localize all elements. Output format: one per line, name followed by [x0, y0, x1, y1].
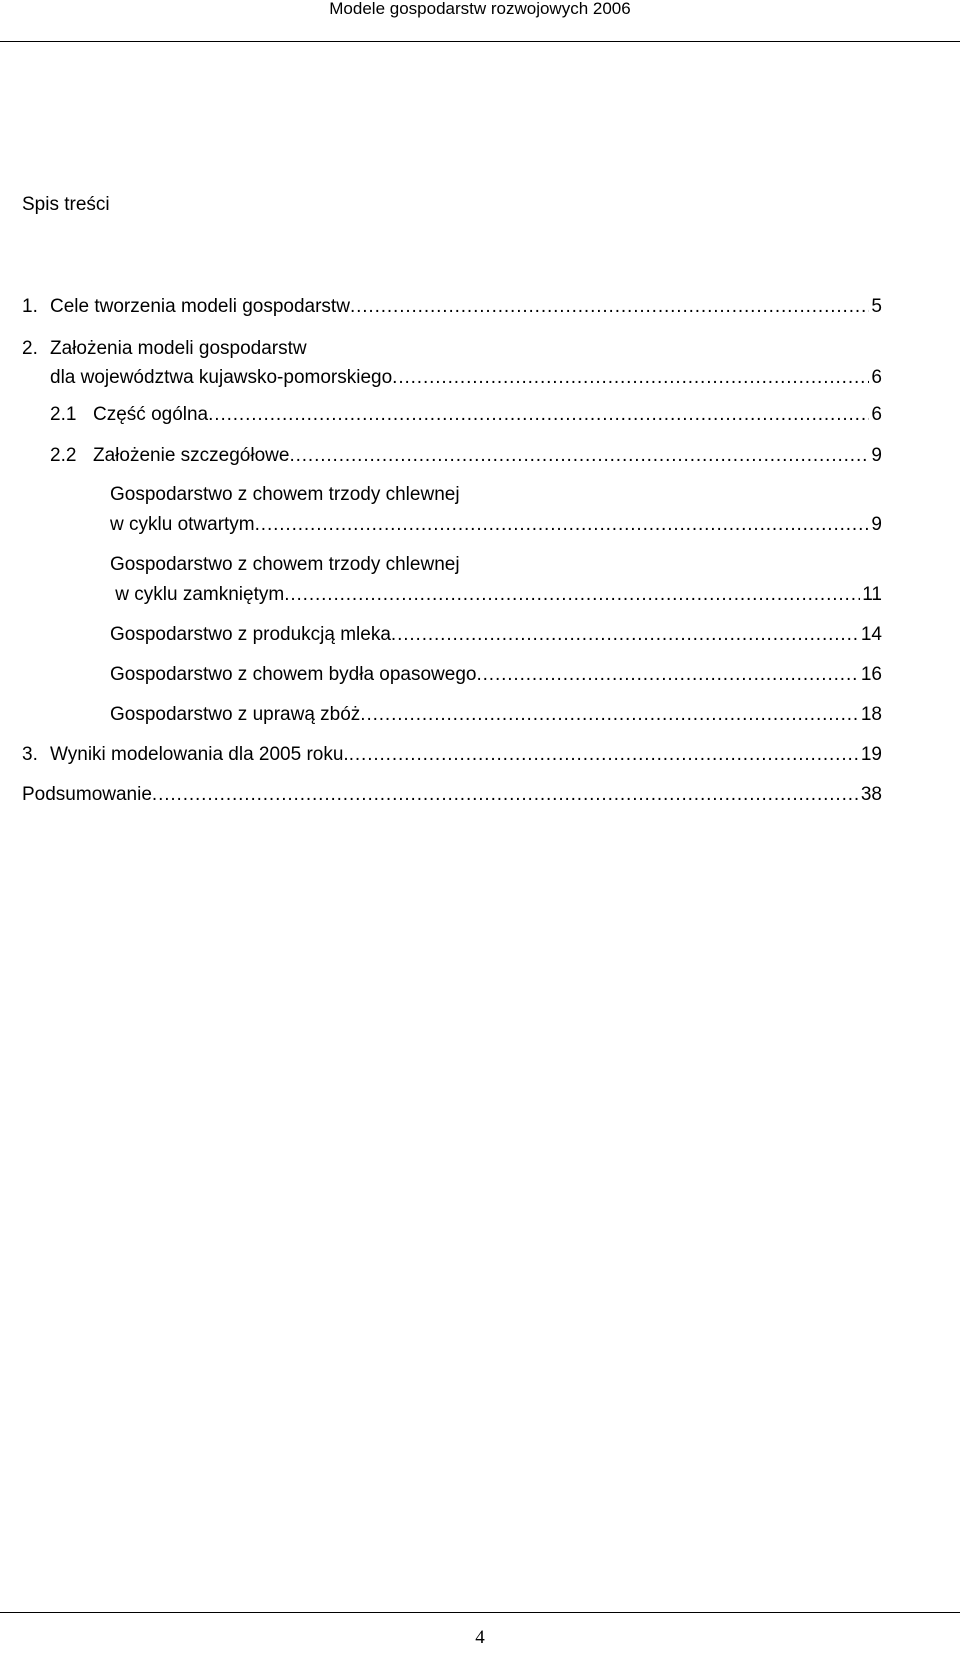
dot-leader — [360, 704, 859, 726]
toc-entry-summary[interactable] — [0, 784, 960, 806]
toc-entry-pigs-open-cycle-continued[interactable] — [0, 514, 960, 536]
toc-entry-title: Gospodarstwo z produkcją mleka — [110, 624, 391, 645]
toc-entry-3[interactable] — [0, 744, 960, 766]
toc-entry-1[interactable] — [0, 296, 960, 318]
toc-entry-number: 2.1 — [50, 404, 77, 425]
toc-entry-beef-cattle[interactable] — [0, 664, 960, 686]
toc-entry-pigs-closed-cycle-continued[interactable] — [0, 584, 960, 606]
dot-leader — [255, 514, 870, 536]
dot-leader — [152, 784, 859, 806]
toc-entry-number: 3. — [22, 744, 38, 765]
toc-entry-fill — [93, 404, 882, 426]
page-number: 4 — [475, 1627, 485, 1648]
toc-entry-grain[interactable] — [0, 704, 960, 726]
toc-entry-fill — [110, 664, 882, 686]
toc-entry-page: 11 — [862, 584, 882, 605]
toc-entry-title-line1: Gospodarstwo z chowem trzody chlewnej — [110, 484, 460, 505]
toc-entry-fill — [110, 704, 882, 726]
toc-entry-fill — [22, 784, 882, 806]
header-rule — [0, 41, 960, 42]
toc-entry-page: 6 — [871, 404, 882, 425]
toc-entry-fill — [50, 296, 882, 318]
toc-entry-title: Założenie szczegółowe — [93, 445, 290, 466]
toc-heading: Spis treści — [22, 194, 110, 215]
toc-entry-fill — [93, 445, 882, 467]
toc-entry-fill — [110, 584, 882, 606]
dot-leader — [476, 664, 858, 686]
dot-leader — [391, 624, 859, 646]
toc-entry-2[interactable] — [0, 338, 960, 360]
toc-entry-title-line1: Gospodarstwo z chowem trzody chlewnej — [110, 554, 460, 575]
toc-entry-page: 9 — [871, 514, 882, 535]
toc-entry-page: 14 — [860, 624, 882, 645]
toc-entry-pigs-closed-cycle[interactable] — [0, 554, 960, 576]
dot-leader — [208, 404, 869, 426]
header-title: Modele gospodarstw rozwojowych 2006 — [329, 0, 631, 18]
toc-entry-fill — [50, 744, 882, 766]
toc-entry-title: Cele tworzenia modeli gospodarstw — [50, 296, 350, 317]
toc-entry-2-1[interactable] — [0, 404, 960, 426]
toc-entry-title: w cyklu otwartym — [110, 514, 255, 535]
toc-entry-number: 2. — [22, 338, 38, 359]
toc-entry-title: dla województwa kujawsko-pomorskiego — [50, 367, 393, 388]
toc-entry-2-continued[interactable] — [0, 367, 960, 389]
toc-entry-title: Gospodarstwo z chowem bydła opasowego — [110, 664, 477, 685]
toc-entry-page: 16 — [860, 664, 882, 685]
toc-entry-number: 2.2 — [50, 445, 77, 466]
dot-leader — [392, 367, 869, 389]
toc-entry-title: Podsumowanie — [22, 784, 152, 805]
toc-entry-page: 9 — [871, 445, 882, 466]
dot-leader — [350, 296, 869, 318]
dot-leader — [289, 445, 869, 467]
toc-entry-pigs-open-cycle[interactable] — [0, 484, 960, 506]
toc-entry-2-2[interactable] — [0, 445, 960, 467]
toc-entry-page: 6 — [871, 367, 882, 388]
toc-entry-title: Część ogólna — [93, 404, 209, 425]
toc-entry-page: 18 — [860, 704, 882, 725]
toc-entry-number: 1. — [22, 296, 38, 317]
toc-entry-title-line1: Założenia modeli gospodarstw — [50, 338, 307, 359]
dot-leader — [284, 584, 860, 606]
toc-entry-title: Wyniki modelowania dla 2005 roku. — [50, 744, 349, 765]
toc-entry-title: Gospodarstwo z uprawą zbóż — [110, 704, 361, 725]
toc-entry-fill — [110, 514, 882, 536]
toc-entry-fill — [50, 367, 882, 389]
toc-entry-title: w cyklu zamkniętym — [110, 584, 285, 605]
toc-entry-page: 19 — [860, 744, 882, 765]
footer-rule — [0, 1612, 960, 1613]
toc-entry-milk[interactable] — [0, 624, 960, 646]
toc-entry-page: 5 — [871, 296, 882, 317]
dot-leader — [349, 744, 859, 766]
toc-entry-fill — [110, 624, 882, 646]
toc-entry-page: 38 — [860, 784, 882, 805]
